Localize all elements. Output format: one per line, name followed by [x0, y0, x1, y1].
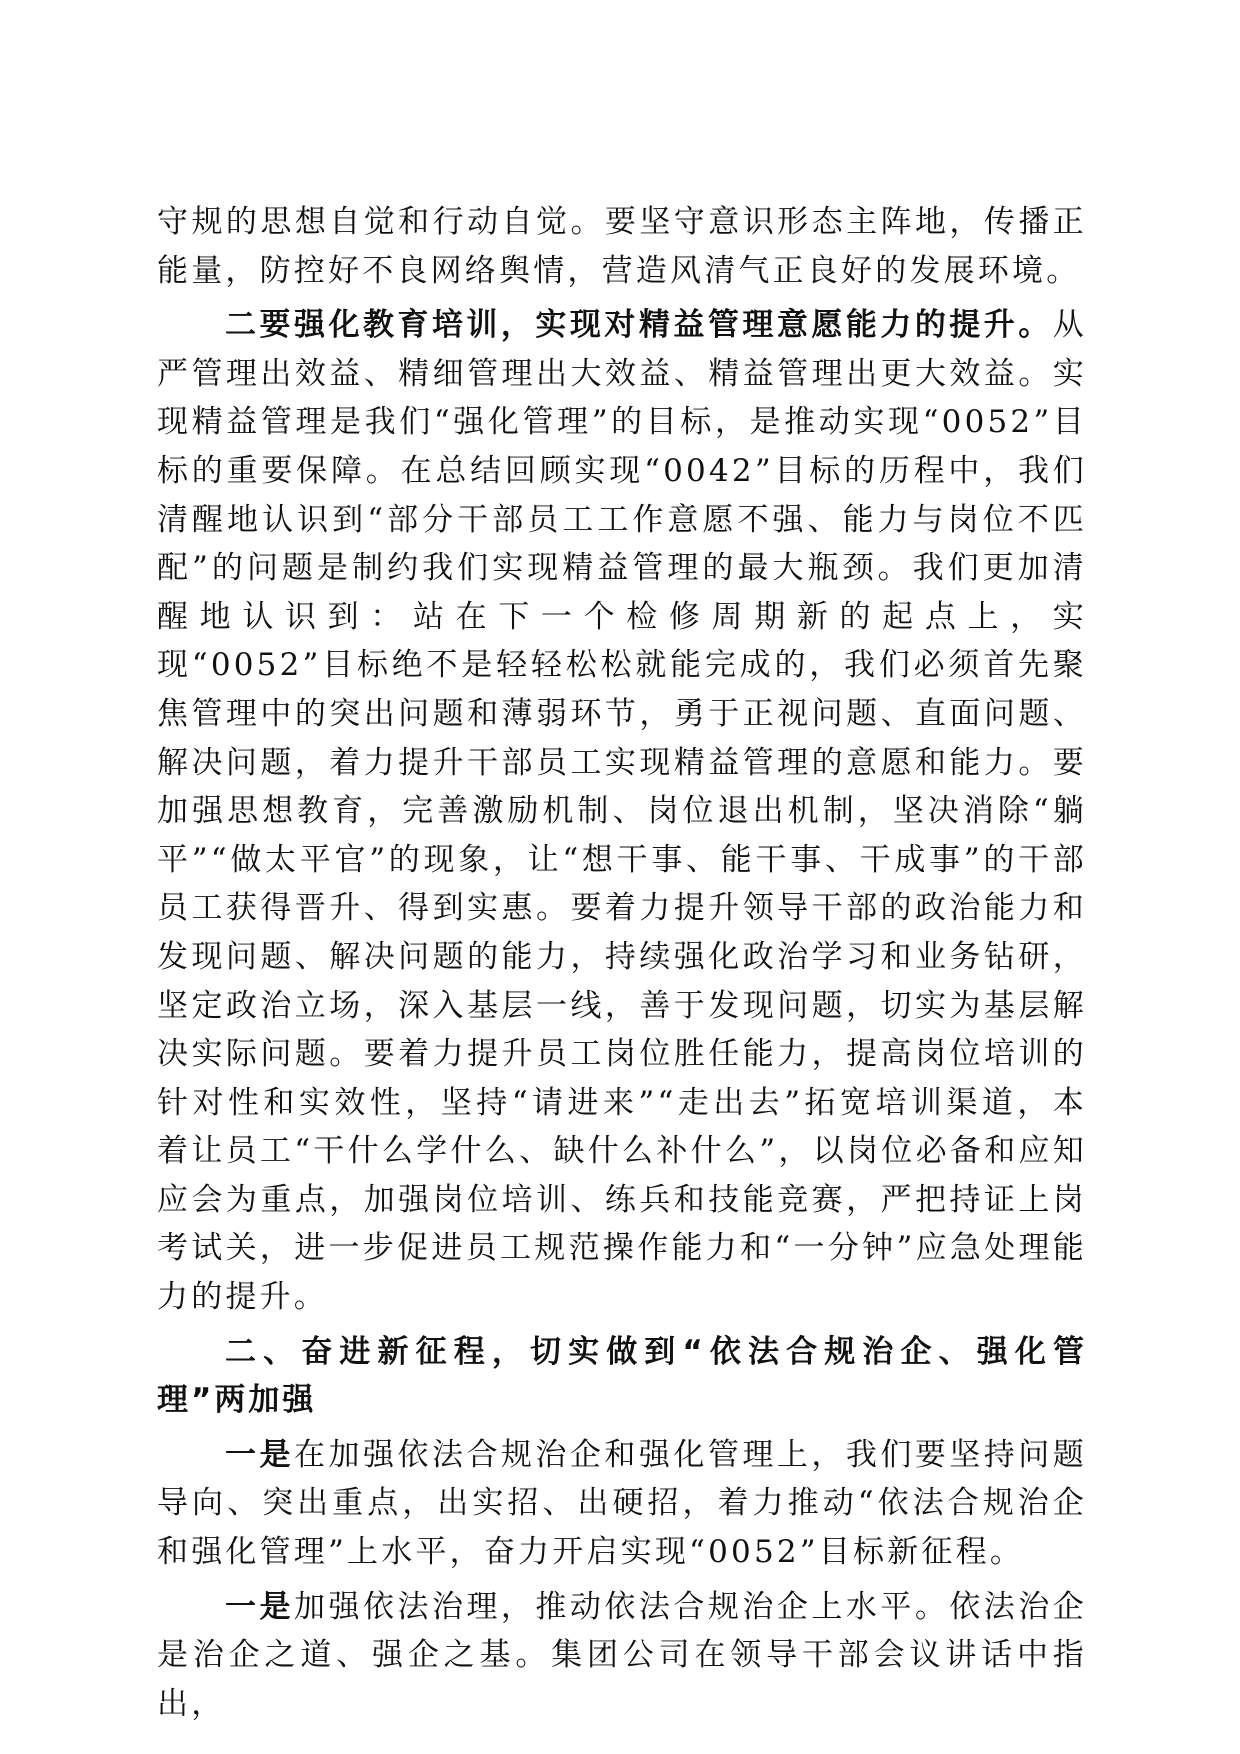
paragraph-problem-oriented: [157, 1431, 1087, 1577]
paragraph-lead-bold: 一是: [225, 1436, 294, 1473]
paragraph-lead-bold: 二要强化教育培训，实现对精益管理意愿能力的提升。: [225, 307, 1053, 344]
paragraph-text: 加强依法治理，推动依法合规治企上水平。依法治企是治企之道、强企之基。集团公司在领导干部会议讲话中指出，: [157, 1588, 1087, 1722]
document-body: [157, 198, 1087, 1728]
paragraph-text: 从严管理出效益、精细管理出大效益、精益管理出更大效益。实现精益管理是我们“强化管理”的目标，是推动实现“0052”目标的重要保障。在总结回顾实现“0042”目标的历程中，我们清醒地认识到“部分干部员工工作意愿不强、能力与岗位不匹配”的问题是制约我们实现精益管理的最大瓶颈。我们更加清醒地认识到：站在下一个检修周期新的起点上，实现“0052”目标绝不是轻轻松松就能完成的，我们必须首先聚焦管理中的突出问题和薄弱环节，勇于正视问题、直面问题、解决问题，着力提升干部员工实现精益管理的意愿和能力。要加强思想教育，完善激励机制、岗位退出机制，坚决消除“躺平”“做太平官”的现象，让“想干事、能干事、干成事”的干部员工获得晋升、得到实惠。要着力提升领导干部的政治能力和发现问题、解决问题的能力，持续强化政治学习和业务钻研，坚定政治立场，深入基层一线，善于发现问题，切实为基层解决实际问题。要着力提升员工岗位胜任能力，提高岗位培训的针对性和实效性，坚持“请进来”“走出去”拓宽培训渠道，本着让员工“干什么学什么、缺什么补什么”，以岗位必备和应知应会为重点，加强岗位培训、练兵和技能竞赛，严把持证上岗考试关，进一步促进员工规范操作能力和“一分钟”应急处理能力的提升。: [157, 307, 1087, 1316]
paragraph-lead-bold: 一是: [225, 1588, 294, 1625]
paragraph-continuation: [157, 198, 1087, 295]
section-heading-text: 二、奋进新征程，切实做到“依法合规治企、强化管理”两加强: [157, 1333, 1087, 1419]
paragraph-text: 在加强依法合规治企和强化管理上，我们要坚持问题导向、突出重点，出实招、出硬招，着力推动“依法合规治企和强化管理”上水平，奋力开启实现“0052”目标新征程。: [157, 1436, 1087, 1571]
paragraph-text: 守规的思想自觉和行动自觉。要坚守意识形态主阵地，传播正能量，防控好不良网络舆情，营造风清气正良好的发展环境。: [157, 204, 1087, 289]
paragraph-rule-of-law: [157, 1583, 1087, 1729]
section-heading: [157, 1328, 1087, 1425]
paragraph-education-training: [157, 301, 1087, 1321]
